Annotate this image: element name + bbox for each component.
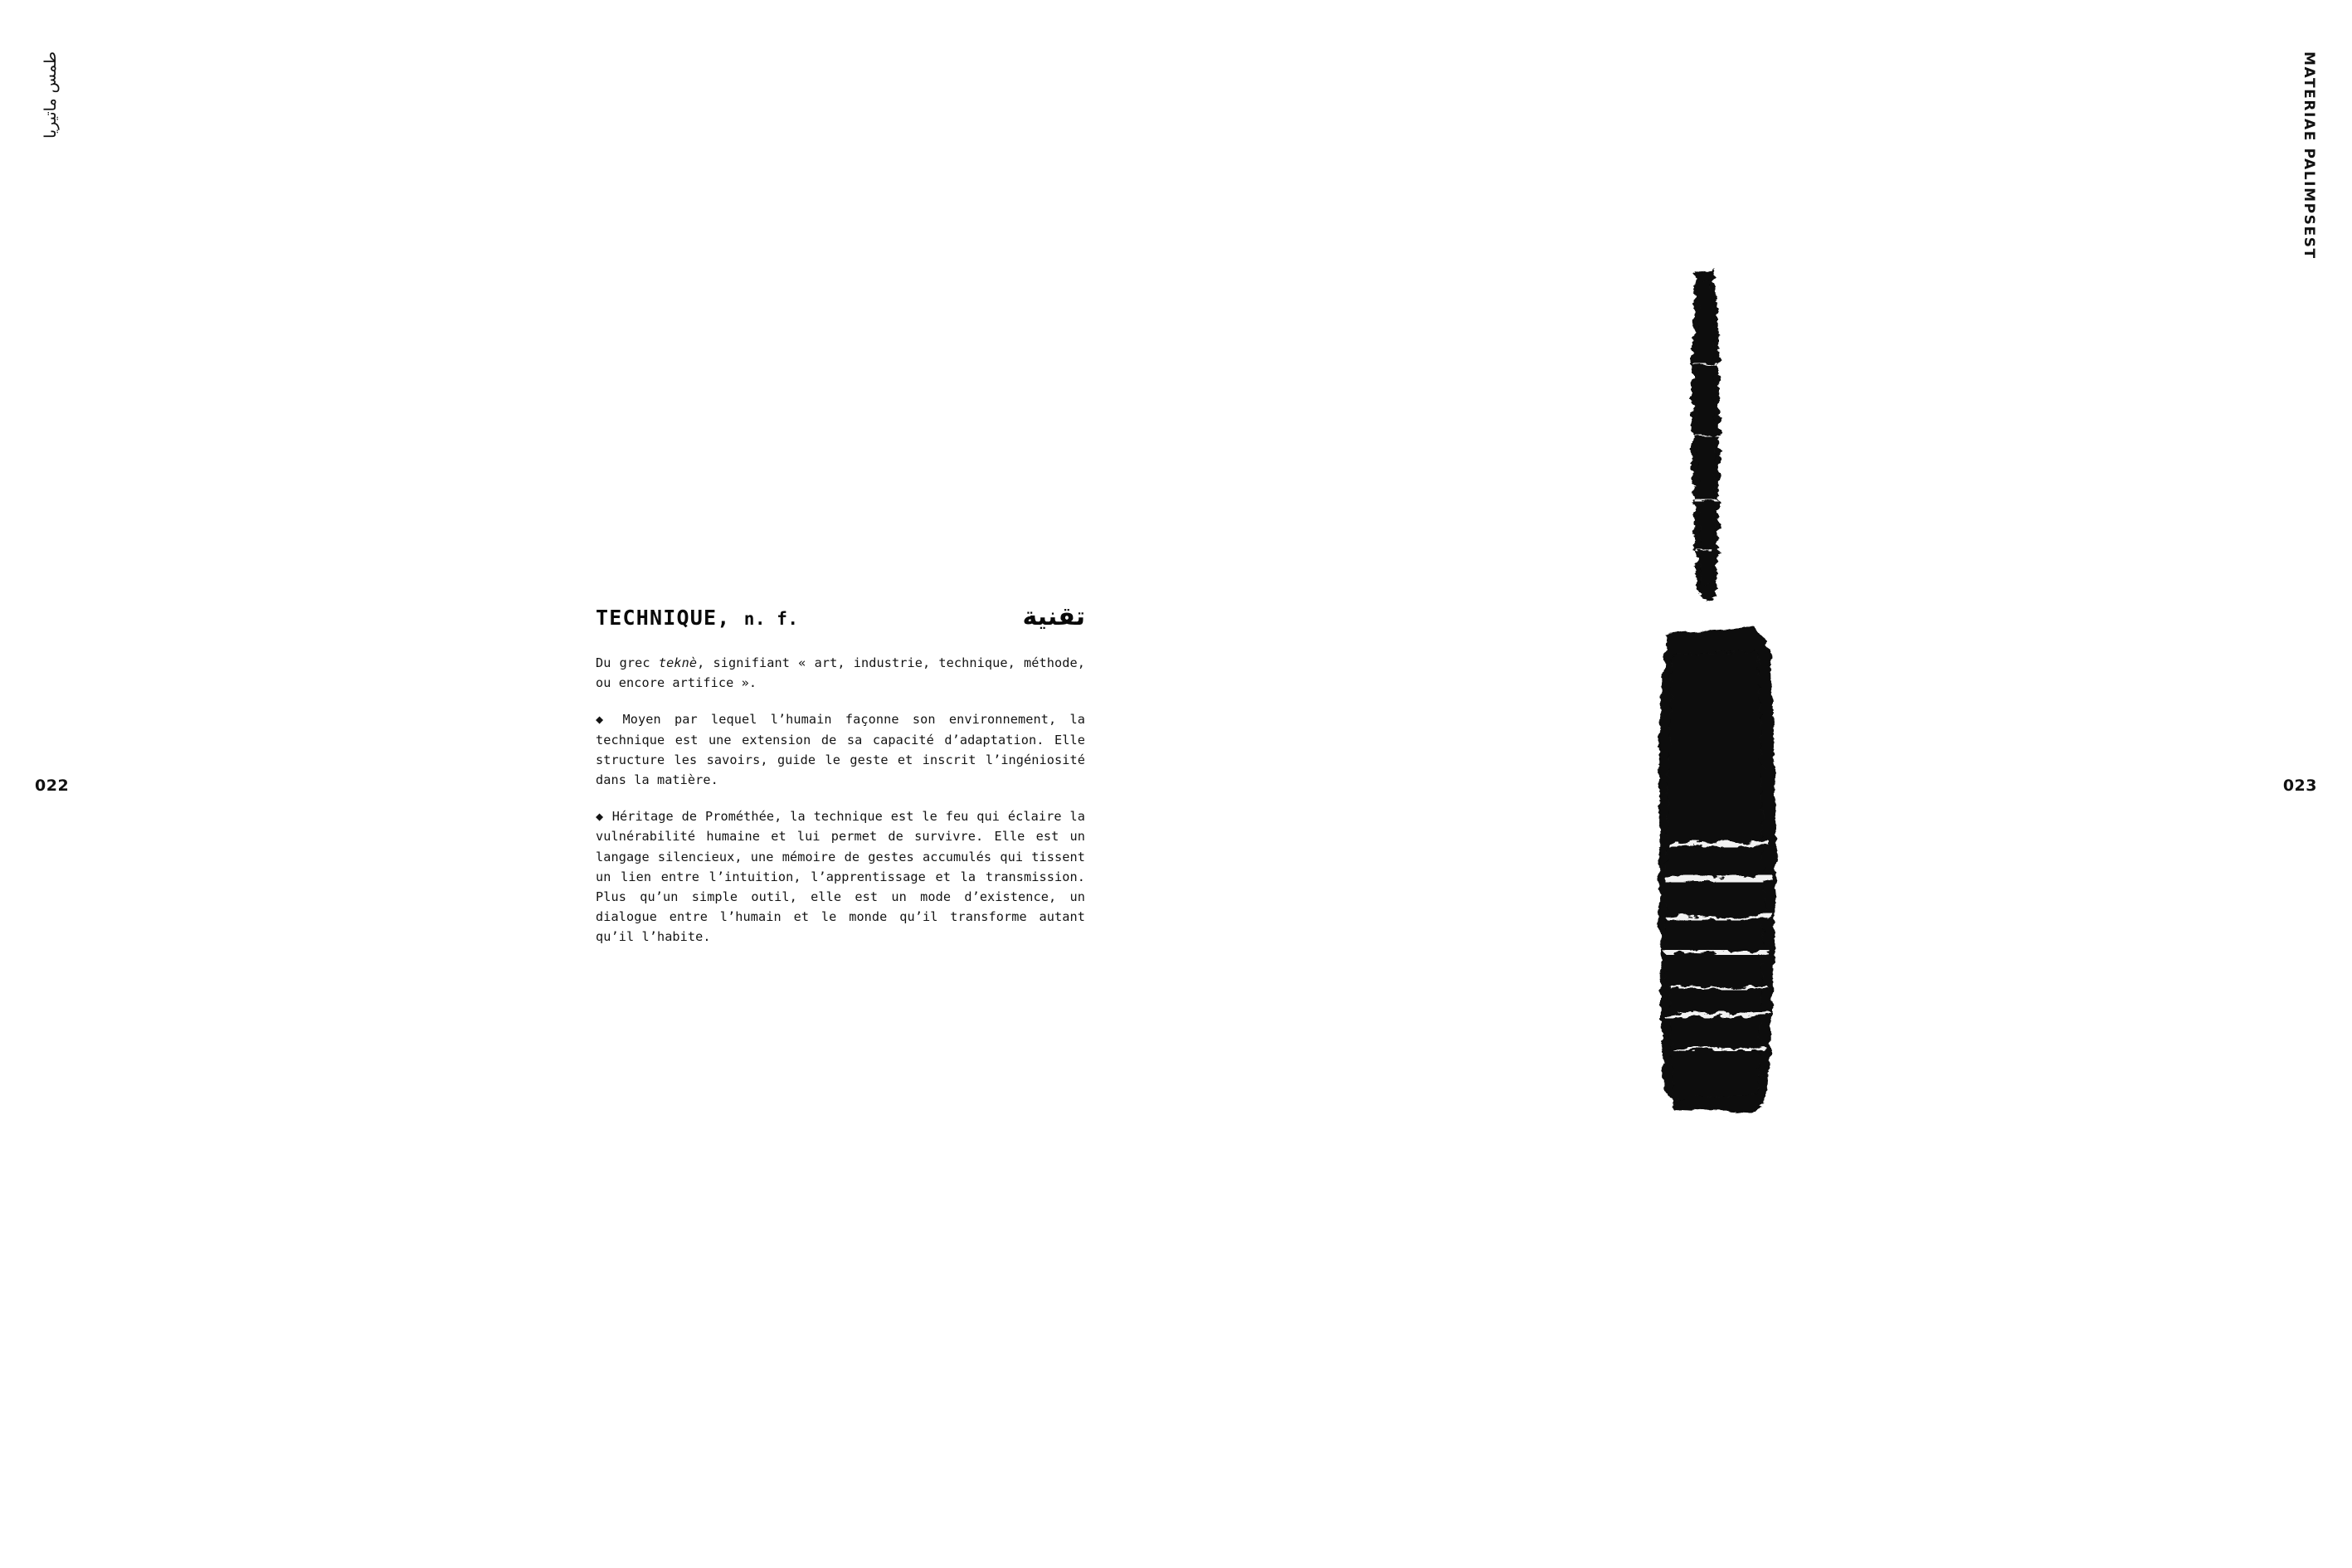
entry-term-arabic: تقنية [1022, 602, 1085, 631]
folio-right: 023 [2282, 777, 2317, 795]
entry-part-of-speech: n. f. [743, 609, 799, 629]
etymology-suffix: , signifiant « art, industrie, technique, méthode, ou encore artifice ». [596, 655, 1085, 691]
running-head-arabic: طمس ماتيريا [41, 51, 60, 139]
ink-plate-image [1647, 265, 1838, 1228]
entry-definition-2: ◆ Héritage de Prométhée, la technique est le feu qui éclaire la vulnérabilité humaine et lui permet de survivre. Elle est un langage silencieux, une mémoire de gestes accumulés qui tissent un lien entre l’intuition, l’apprentissage et la transmission. Plus qu’un simple outil, elle est un mode d’existence, un dialogue entre l’humain et le monde qu’il transforme autant qu’il l’habite. [596, 809, 1085, 945]
running-head-latin: MATERIAE PALIMPSEST [2301, 51, 2317, 260]
folio-left: 022 [35, 777, 70, 795]
dictionary-entry [596, 602, 1085, 947]
etymology-prefix: Du grec [596, 655, 659, 670]
entry-headline [596, 602, 1085, 631]
etymology-greek-root: teknè [658, 655, 698, 670]
entry-term [596, 606, 799, 630]
entry-term-word: TECHNIQUE, [596, 606, 731, 630]
entry-definition-1: ◆ Moyen par lequel l’humain façonne son environnement, la technique est une extension de sa capacité d’adaptation. Elle structure les savoirs, guide le geste et inscrit l’ingéniosité dans la matière. [596, 712, 1085, 788]
entry-etymology [596, 653, 1085, 693]
